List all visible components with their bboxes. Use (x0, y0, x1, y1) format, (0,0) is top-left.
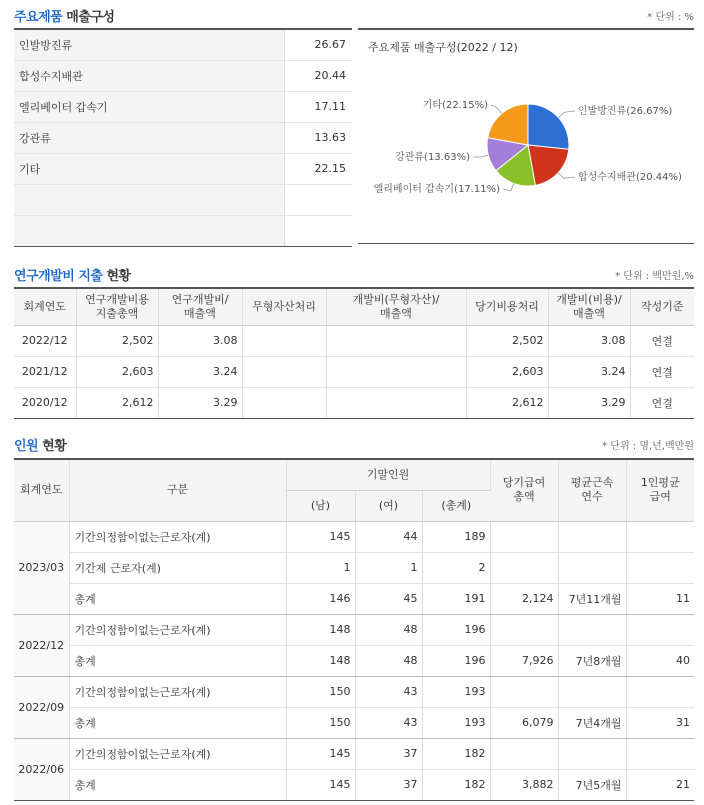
rnd-value-cell: 연결 (630, 356, 694, 387)
pie-svg (358, 30, 694, 244)
rnd-value-cell: 2,502 (76, 325, 158, 356)
pie-leader-line (473, 155, 488, 157)
staff-table (14, 458, 694, 801)
staff-value-cell: 1 (286, 552, 355, 583)
fiscal-year-cell: 2020/12 (14, 387, 76, 418)
pie-label: 기타(22.15%) (422, 100, 488, 111)
staff-value-cell (490, 614, 558, 645)
section-title: 인원 현황 (14, 439, 67, 454)
header-end-staff: 기말인원 (286, 459, 490, 490)
staff-value-cell (558, 552, 626, 583)
rnd-header-cell: 회계연도 (14, 288, 76, 325)
fiscal-year-cell: 2023/03 (14, 521, 69, 614)
pie-label: 엘리베이터 갑속기(17.11%) (373, 184, 500, 195)
rnd-value-cell: 2,603 (76, 356, 158, 387)
rnd-header-cell: 작성기준 (630, 288, 694, 325)
staff-category-cell: 기간의정함이없는근로자(계) (69, 521, 286, 552)
rnd-value-cell: 3.29 (158, 387, 242, 418)
product-row (14, 153, 352, 184)
product-row (14, 91, 352, 122)
staff-value-cell: 191 (422, 583, 490, 614)
fiscal-year-cell: 2022/06 (14, 738, 69, 800)
section-rnd-header (14, 265, 694, 285)
rnd-value-cell (242, 325, 326, 356)
empty-cell (284, 184, 352, 215)
staff-row (14, 583, 694, 614)
product-name: 인발방진류 (14, 29, 284, 60)
rnd-value-cell: 2,502 (466, 325, 548, 356)
staff-value-cell: 45 (355, 583, 422, 614)
product-sales-table (14, 28, 352, 247)
rnd-header-cell: 무형자산처리 (242, 288, 326, 325)
staff-value-cell: 6,079 (490, 707, 558, 738)
unit-label: * 단위 : % (647, 12, 694, 23)
staff-category-cell: 총계 (69, 707, 286, 738)
rnd-value-cell (326, 387, 466, 418)
rnd-value-cell: 2,603 (466, 356, 548, 387)
staff-row (14, 676, 694, 707)
staff-value-cell: 196 (422, 645, 490, 676)
staff-value-cell: 7년5개월 (558, 769, 626, 800)
product-sales-pie-chart (358, 28, 694, 244)
fiscal-year-cell: 2022/12 (14, 325, 76, 356)
staff-value-cell: 182 (422, 738, 490, 769)
rnd-value-cell: 3.08 (548, 325, 630, 356)
staff-category-cell: 총계 (69, 769, 286, 800)
staff-value-cell: 43 (355, 676, 422, 707)
staff-value-cell: 193 (422, 707, 490, 738)
staff-value-cell: 193 (422, 676, 490, 707)
staff-category-cell: 기간의정함이없는근로자(계) (69, 738, 286, 769)
staff-value-cell: 40 (626, 645, 694, 676)
rnd-header-cell: 연구개발비용 지출총액 (76, 288, 158, 325)
product-share: 20.44 (284, 60, 352, 91)
staff-value-cell: 148 (286, 614, 355, 645)
product-name: 강관류 (14, 122, 284, 153)
staff-row (14, 614, 694, 645)
staff-value-cell: 148 (286, 645, 355, 676)
product-share: 22.15 (284, 153, 352, 184)
staff-value-cell: 1 (355, 552, 422, 583)
staff-value-cell: 7,926 (490, 645, 558, 676)
staff-value-cell (626, 676, 694, 707)
header-category: 구분 (69, 459, 286, 521)
staff-value-cell: 2 (422, 552, 490, 583)
rnd-value-cell (326, 325, 466, 356)
staff-value-cell: 7년8개월 (558, 645, 626, 676)
fiscal-year-cell: 2021/12 (14, 356, 76, 387)
staff-value-cell: 189 (422, 521, 490, 552)
staff-value-cell (626, 738, 694, 769)
staff-value-cell: 150 (286, 676, 355, 707)
section-staff-header (14, 435, 694, 455)
rnd-header-cell: 개발비(비용)/ 매출액 (548, 288, 630, 325)
staff-value-cell (626, 614, 694, 645)
header-pay-total: 당기급여 총액 (490, 459, 558, 521)
staff-value-cell: 44 (355, 521, 422, 552)
staff-row (14, 738, 694, 769)
rnd-value-cell (242, 387, 326, 418)
staff-value-cell (490, 738, 558, 769)
staff-value-cell: 196 (422, 614, 490, 645)
pie-slice (528, 104, 569, 149)
pie-label: 합성수지배관(20.44%) (578, 172, 682, 183)
staff-value-cell: 150 (286, 707, 355, 738)
rnd-row (14, 387, 694, 418)
staff-row (14, 521, 694, 552)
staff-category-cell: 총계 (69, 645, 286, 676)
product-row (14, 29, 352, 60)
pie-leader-line (558, 173, 575, 178)
header-year: 회계연도 (14, 459, 69, 521)
rnd-value-cell: 연결 (630, 387, 694, 418)
rnd-value-cell: 3.24 (158, 356, 242, 387)
section-product-sales-header (14, 6, 694, 26)
rnd-header-cell: 당기비용처리 (466, 288, 548, 325)
rnd-value-cell: 연결 (630, 325, 694, 356)
product-name: 기타 (14, 153, 284, 184)
fiscal-year-cell: 2022/12 (14, 614, 69, 676)
staff-value-cell (558, 738, 626, 769)
product-share: 17.11 (284, 91, 352, 122)
unit-label: * 단위 : 백만원,% (615, 271, 694, 282)
rnd-header-cell: 개발비(무형자산)/ 매출액 (326, 288, 466, 325)
header-tenure: 평균근속 연수 (558, 459, 626, 521)
staff-value-cell: 48 (355, 645, 422, 676)
unit-label: * 단위 : 명,년,백만원 (602, 441, 694, 452)
rnd-value-cell (242, 356, 326, 387)
pie-slice (488, 104, 528, 145)
staff-value-cell: 3,882 (490, 769, 558, 800)
header-male: (남) (286, 490, 355, 521)
staff-category-cell: 기간의정함이없는근로자(계) (69, 676, 286, 707)
header-female: (여) (355, 490, 422, 521)
pie-leader-line (558, 111, 575, 118)
header-avg-pay: 1인평균 급여 (626, 459, 694, 521)
staff-value-cell: 2,124 (490, 583, 558, 614)
staff-value-cell: 48 (355, 614, 422, 645)
staff-value-cell: 145 (286, 521, 355, 552)
staff-value-cell (626, 521, 694, 552)
fiscal-year-cell: 2022/09 (14, 676, 69, 738)
staff-row (14, 769, 694, 800)
rnd-value-cell: 3.24 (548, 356, 630, 387)
rnd-row (14, 325, 694, 356)
staff-value-cell: 7년4개월 (558, 707, 626, 738)
staff-category-cell: 총계 (69, 583, 286, 614)
rnd-value-cell: 2,612 (76, 387, 158, 418)
product-share: 26.67 (284, 29, 352, 60)
staff-value-cell: 11 (626, 583, 694, 614)
staff-value-cell: 37 (355, 738, 422, 769)
section-title: 주요제품 매출구성 (14, 10, 115, 25)
rnd-value-cell: 3.08 (158, 325, 242, 356)
staff-value-cell (626, 552, 694, 583)
rnd-value-cell: 3.29 (548, 387, 630, 418)
empty-cell (14, 184, 284, 215)
product-share: 13.63 (284, 122, 352, 153)
pie-leader-line (491, 105, 502, 114)
staff-row (14, 645, 694, 676)
staff-value-cell (558, 676, 626, 707)
staff-row (14, 552, 694, 583)
pie-label: 강관류(13.63%) (395, 152, 470, 163)
staff-category-cell: 기간의정함이없는근로자(계) (69, 614, 286, 645)
rnd-row (14, 356, 694, 387)
pie-leader-line (503, 183, 514, 190)
empty-row (14, 184, 352, 215)
staff-value-cell: 182 (422, 769, 490, 800)
empty-cell (14, 215, 284, 246)
rnd-expense-table (14, 287, 694, 419)
chart-title: 주요제품 매출구성(2022 / 12) (368, 41, 518, 54)
staff-row (14, 707, 694, 738)
staff-value-cell: 37 (355, 769, 422, 800)
staff-value-cell: 145 (286, 769, 355, 800)
staff-value-cell: 21 (626, 769, 694, 800)
staff-value-cell (490, 521, 558, 552)
empty-row (14, 215, 352, 246)
staff-value-cell (490, 676, 558, 707)
product-row (14, 60, 352, 91)
header-total: (총계) (422, 490, 490, 521)
product-name: 엘리베이터 갑속기 (14, 91, 284, 122)
pie-label: 인발방진류(26.67%) (578, 106, 673, 117)
product-name: 합성수지배관 (14, 60, 284, 91)
product-row (14, 122, 352, 153)
staff-category-cell: 기간제 근로자(계) (69, 552, 286, 583)
rnd-value-cell: 2,612 (466, 387, 548, 418)
staff-value-cell (558, 521, 626, 552)
staff-value-cell: 31 (626, 707, 694, 738)
rnd-header-cell: 연구개발비/ 매출액 (158, 288, 242, 325)
empty-cell (284, 215, 352, 246)
section-title: 연구개발비 지출 현황 (14, 269, 131, 284)
rnd-value-cell (326, 356, 466, 387)
staff-value-cell: 146 (286, 583, 355, 614)
staff-value-cell (490, 552, 558, 583)
staff-value-cell: 7년11개월 (558, 583, 626, 614)
staff-value-cell: 145 (286, 738, 355, 769)
staff-value-cell (558, 614, 626, 645)
staff-value-cell: 43 (355, 707, 422, 738)
